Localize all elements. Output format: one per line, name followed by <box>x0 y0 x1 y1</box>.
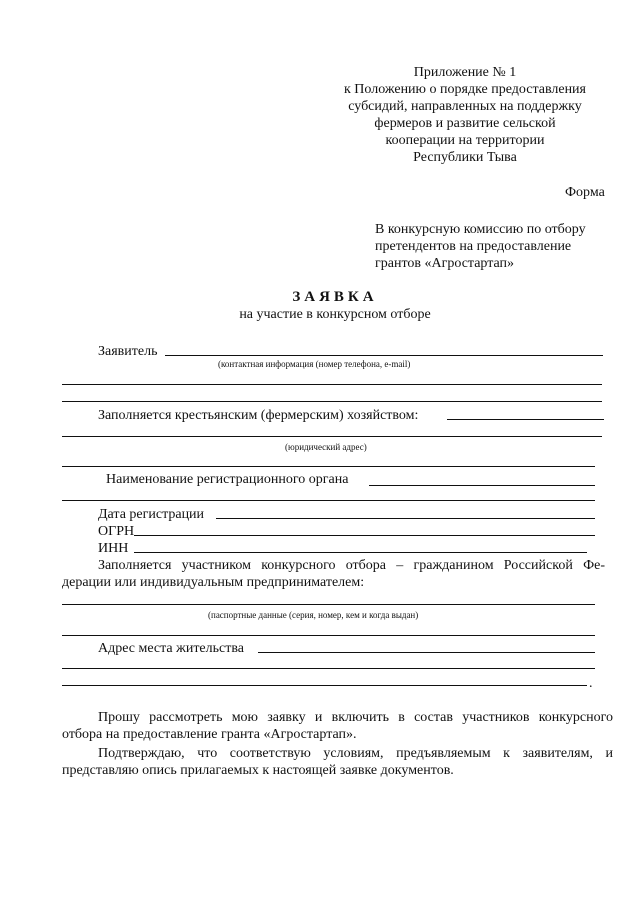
addressee-line: грантов «Агростартап» <box>375 256 515 271</box>
document-title: ЗАЯВКА <box>292 289 378 305</box>
citizen-text-line1: Заполняется участником конкурсного отбора – гражданином Российской Фе- <box>98 558 605 573</box>
form-label: Форма <box>565 185 605 200</box>
passport-caption: (паспортные данные (серия, номер, кем и когда выдан) <box>208 610 419 620</box>
request-line2: отбора на предоставление гранта «Агростартап». <box>62 727 357 742</box>
request-line3: Подтверждаю, что соответствую условиям, предъявляемым к заявителям, и <box>98 746 613 761</box>
residence-label: Адрес места жительства <box>98 641 244 656</box>
ogrn-field-line[interactable] <box>134 535 595 536</box>
reg-body-field-line[interactable] <box>369 485 595 486</box>
addressee-line: претендентов на предоставление <box>375 239 572 254</box>
passport-field-line[interactable] <box>62 604 595 605</box>
ogrn-label: ОГРН <box>98 524 135 539</box>
farm-label: Заполняется крестьянским (фермерским) хозяйством: <box>98 408 419 423</box>
legal-address-line[interactable] <box>62 436 602 437</box>
applicant-field-line[interactable] <box>165 355 603 356</box>
residence-field-line-3[interactable] <box>62 685 587 686</box>
applicant-field-line-2[interactable] <box>62 384 602 385</box>
inn-field-line[interactable] <box>134 552 587 553</box>
farm-field-line[interactable] <box>447 419 604 420</box>
reg-body-field-line-2[interactable] <box>62 500 595 501</box>
residence-field-line-2[interactable] <box>62 668 595 669</box>
request-line4: представляю опись прилагаемых к настоящей заявке документов. <box>62 763 454 778</box>
appendix-line: кооперации на территории <box>385 133 545 148</box>
passport-field-line-2[interactable] <box>62 635 595 636</box>
residence-field-line[interactable] <box>258 652 595 653</box>
citizen-text-line2: дерации или индивидуальным предпринимателем: <box>62 575 365 590</box>
applicant-label: Заявитель <box>98 344 158 359</box>
end-period: . <box>589 676 593 691</box>
appendix-line: Приложение № 1 <box>413 65 517 80</box>
reg-date-label: Дата регистрации <box>98 507 205 522</box>
appendix-line: к Положению о порядке предоставления <box>344 82 586 97</box>
inn-label: ИНН <box>98 541 129 556</box>
reg-date-field-line[interactable] <box>216 518 595 519</box>
applicant-field-line-3[interactable] <box>62 401 602 402</box>
reg-body-label: Наименование регистрационного органа <box>106 472 349 487</box>
legal-address-caption: (юридический адрес) <box>285 442 367 452</box>
appendix-line: фермеров и развитие сельской <box>374 116 556 131</box>
appendix-line: Республики Тыва <box>413 150 517 165</box>
request-line1: Прошу рассмотреть мою заявку и включить в состав участников конкурсного <box>98 710 613 725</box>
document-subtitle: на участие в конкурсном отборе <box>239 307 431 322</box>
applicant-caption: (контактная информация (номер телефона, e-mail) <box>218 359 411 369</box>
addressee-line: В конкурсную комиссию по отбору <box>375 222 586 237</box>
appendix-line: субсидий, направленных на поддержку <box>348 99 582 114</box>
legal-address-line-2[interactable] <box>62 466 595 467</box>
